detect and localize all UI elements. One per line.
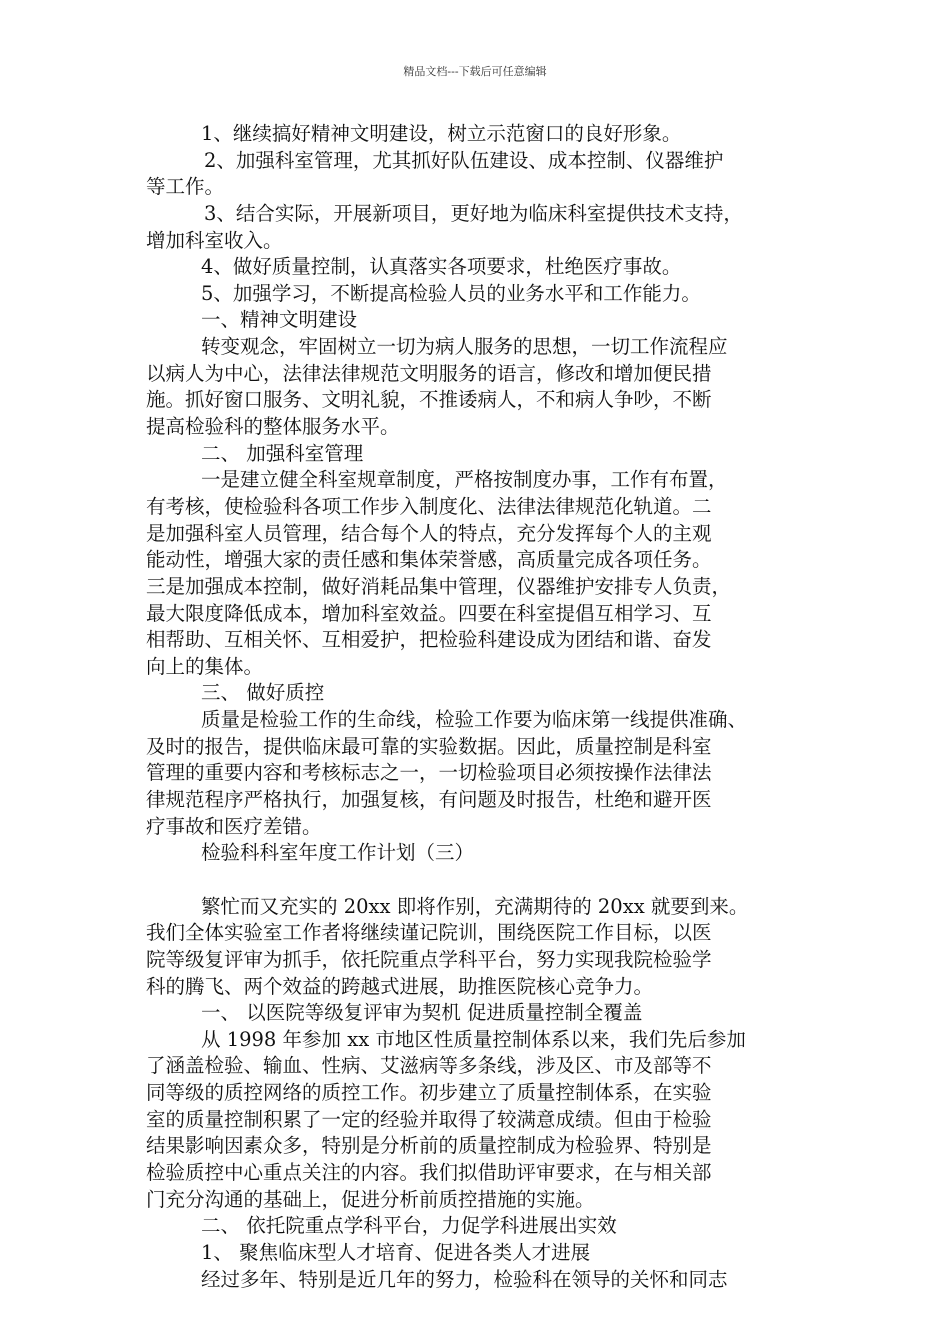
text-line: 能动性，增强大家的责任感和集体荣誉感，高质量完成各项任务。 <box>146 548 712 572</box>
text-line: 从 1998 年参加 xx 市地区性质量控制体系以来，我们先后参加 <box>201 1027 746 1051</box>
text-line: 经过多年、特别是近几年的努力，检验科在领导的关怀和同志 <box>201 1267 728 1291</box>
text-line: 是加强科室人员管理，结合每个人的特点，充分发挥每个人的主观 <box>146 521 712 545</box>
text-line: 繁忙而又充实的 20xx 即将作别，充满期待的 20xx 就要到来。 <box>201 894 749 918</box>
text-line: 一是建立健全科室规章制度，严格按制度办事，工作有布置， <box>201 468 728 492</box>
text-line: 门充分沟通的基础上，促进分析前质控措施的实施。 <box>146 1187 595 1211</box>
text-line: 管理的重要内容和考核标志之一，一切检验项目必须按操作法律法 <box>146 761 712 785</box>
text-line: 5、加强学习，不断提高检验人员的业务水平和工作能力。 <box>201 281 701 305</box>
text-line: 1、继续搞好精神文明建设，树立示范窗口的良好形象。 <box>201 122 682 145</box>
text-line: 一、精神文明建设 <box>201 308 358 332</box>
text-line: 律规范程序严格执行，加强复核，有问题及时报告，杜绝和避开医 <box>146 788 712 812</box>
text-line: 院等级复评审为抓手，依托院重点学科平台，努力实现我院检验学 <box>146 947 712 971</box>
text-line: 增加科室收入。 <box>146 228 283 252</box>
text-line: 有考核，使检验科各项工作步入制度化、法律法律规范化轨道。二 <box>146 494 712 518</box>
text-line: 室的质量控制积累了一定的经验并取得了较满意成绩。但由于检验 <box>146 1107 712 1131</box>
text-line: 检验质控中心重点关注的内容。我们拟借助评审要求，在与相关部 <box>146 1160 712 1184</box>
text-line: 施。抓好窗口服务、文明礼貌，不推诿病人，不和病人争吵，不断 <box>146 388 712 412</box>
text-line: 以病人为中心，法律法律规范文明服务的语言，修改和增加便民措 <box>146 361 712 385</box>
text-line: 等工作。 <box>146 175 225 199</box>
text-line: 疗事故和医疗差错。 <box>146 814 322 838</box>
text-line: 质量是检验工作的生命线，检验工作要为临床第一线提供准确、 <box>201 708 748 732</box>
text-line: 相帮助、互相关怀、互相爱护，把检验科建设成为团结和谐、奋发 <box>146 628 712 652</box>
text-line: 三是加强成本控制，做好消耗品集中管理，仪器维护安排专人负责， <box>146 574 732 598</box>
blank-line <box>146 867 808 894</box>
text-line: 一、 以医院等级复评审为契机 促进质量控制全覆盖 <box>201 1001 643 1025</box>
text-line: 同等级的质控网络的质控工作。初步建立了质量控制体系，在实验 <box>146 1081 712 1105</box>
text-line: 向上的集体。 <box>146 654 264 678</box>
page-header: 精品文档---下载后可任意编辑 <box>403 65 547 78</box>
text-line: 三、 做好质控 <box>201 681 325 705</box>
text-line: 最大限度降低成本，增加科室效益。四要在科室提倡互相学习、互 <box>146 601 712 625</box>
text-line: 了涵盖检验、输血、性病、艾滋病等多条线，涉及区、市及部等不 <box>146 1054 712 1078</box>
text-line: 科的腾飞、两个效益的跨越式进展，助推医院核心竞争力。 <box>146 974 654 998</box>
text-line: 二、 依托院重点学科平台，力促学科进展出实效 <box>201 1214 617 1238</box>
text-line: 1、 聚焦临床型人才培育、促进各类人才进展 <box>201 1240 591 1264</box>
text-line: 转变观念，牢固树立一切为病人服务的思想，一切工作流程应 <box>201 335 728 359</box>
text-line: 3、结合实际，开展新项目，更好地为临床科室提供技术支持， <box>204 201 743 225</box>
text-line: 4、做好质量控制，认真落实各项要求，杜绝医疗事故。 <box>201 255 682 279</box>
text-line: 结果影响因素众多，特别是分析前的质量控制成为检验界、特别是 <box>146 1134 712 1158</box>
text-line: 提高检验科的整体服务水平。 <box>146 415 400 439</box>
text-line: 2、加强科室管理，尤其抓好队伍建设、成本控制、仪器维护 <box>204 148 724 172</box>
text-line: 我们全体实验室工作者将继续谨记院训，围绕医院工作目标，以医 <box>146 921 712 945</box>
text-line: 及时的报告，提供临床最可靠的实验数据。因此，质量控制是科室 <box>146 734 712 758</box>
document-body <box>146 121 808 1293</box>
text-line: 检验科科室年度工作计划（三） <box>201 841 475 865</box>
text-line: 二、 加强科室管理 <box>201 441 364 465</box>
